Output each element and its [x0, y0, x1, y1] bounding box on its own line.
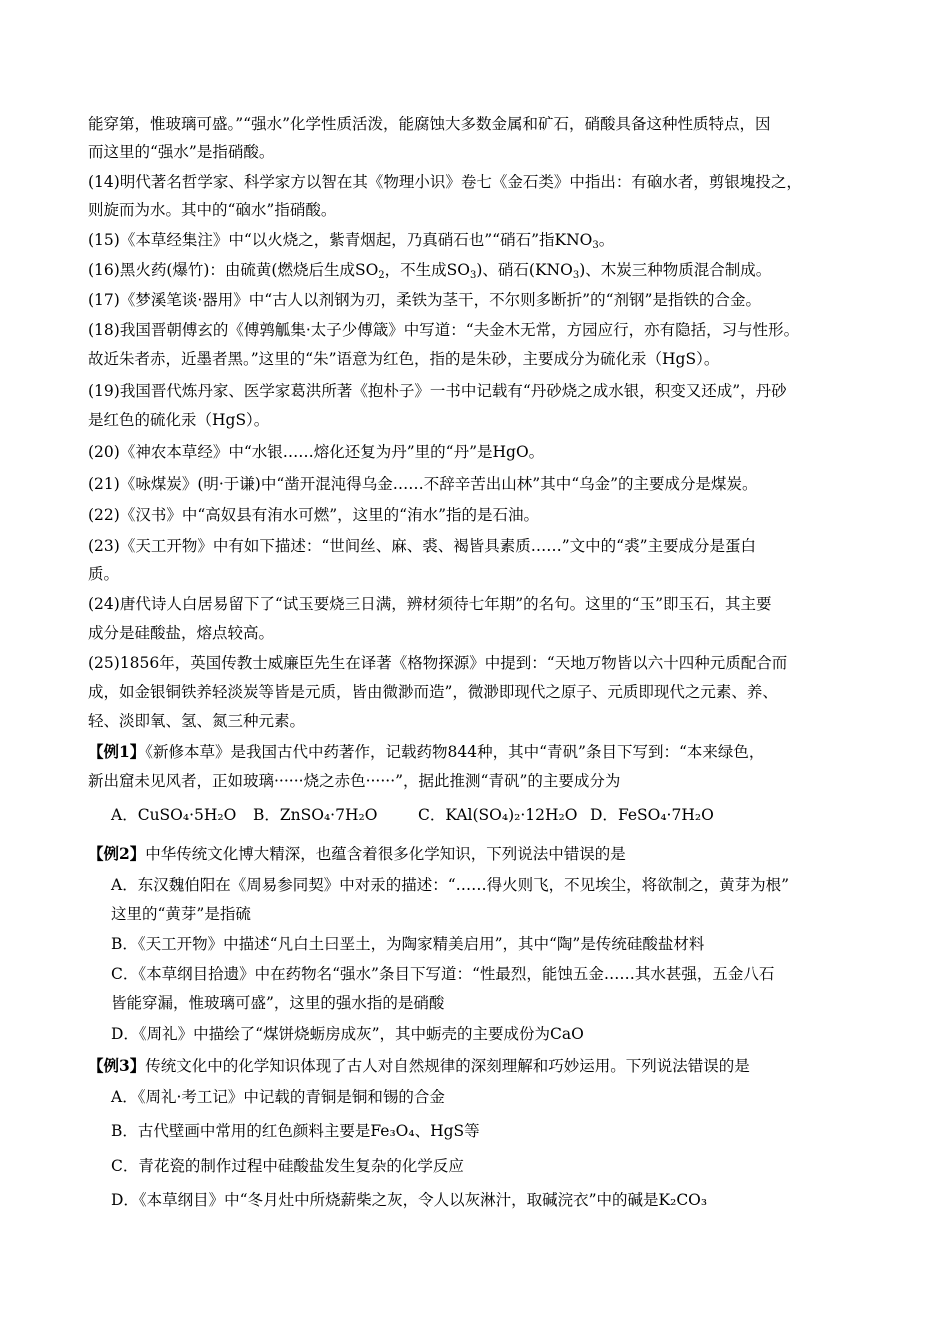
example-2-option-c-line2: 皆能穿漏，惟玻璃可盛”，这里的强水指的是硝酸	[111, 994, 445, 1012]
option-c-label: C．	[418, 806, 446, 824]
example-2-option-b[interactable]: B．《天工开物》中描述“凡白土曰垩土，为陶家精美启用”，其中“陶”是传统硅酸盐材料	[111, 935, 705, 953]
item-16-text-d: )、木炭三种物质混合制成。	[579, 261, 772, 279]
option-c-formula: KAl(SO₄)₂·12H₂O	[445, 806, 578, 824]
example-1-tag: 【例1】	[88, 742, 146, 761]
item-22: (22)《汉书》中“高奴县有洧水可燃”，这里的“洧水”指的是石油。	[88, 506, 540, 524]
item-25-line1: (25)1856年，英国传教士威廉臣先生在译著《格物探源》中提到：“天地万物皆以六十四种元质配合而	[88, 654, 788, 672]
item-23-line1: (23)《天工开物》中有如下描述：“世间丝、麻、裘、褐皆具素质……”文中的“裘”主要成分是蛋白	[88, 537, 757, 555]
example-2-option-a-line1[interactable]: A．东汉魏伯阳在《周易参同契》中对汞的描述：“……得火则飞，不见埃尘，将欲制之，黄芽为根”	[111, 876, 790, 894]
example-3-option-a[interactable]: A．《周礼·考工记》中记载的青铜是铜和锡的合金	[111, 1088, 445, 1106]
item-17: (17)《梦溪笔谈·器用》中“古人以剂钢为刃，柔铁为茎干，不尔则多断折”的“剂钢”是指铁的合金。	[88, 291, 761, 309]
option-d-formula: FeSO₄·7H₂O	[617, 806, 714, 824]
option-a-formula: CuSO₄·5H₂O	[137, 806, 237, 824]
example-2-option-a-line2: 这里的“黄芽”是指硫	[111, 905, 251, 923]
item-24-line2: 成分是硅酸盐，熔点较高。	[88, 624, 275, 642]
option-b-formula: ZnSO₄·7H₂O	[279, 806, 378, 824]
example-3-text: 传统文化中的化学知识体现了古人对自然规律的深刻理解和巧妙运用。下列说法错误的是	[145, 1057, 750, 1075]
example-3-tag: 【例3】	[88, 1056, 146, 1075]
option-d-label: D．	[590, 806, 618, 824]
example-1-text: 《新修本草》是我国古代中药著作，记载药物844种，其中“青矾”条目下写到：“本来绿色，	[145, 743, 765, 761]
item-14-line2: 则旋而为水。其中的“硇水”指硝酸。	[88, 201, 337, 219]
item-23-line2: 质。	[88, 565, 120, 583]
item-16	[88, 260, 771, 280]
example-3-stem	[88, 1056, 750, 1076]
example-2-stem	[88, 844, 626, 864]
item-24-line1: (24)唐代诗人白居易留下了“试玉要烧三日满，辨材须待七年期”的名句。这里的“玉”即玉石，其主要	[88, 595, 772, 613]
subscript: 2	[378, 270, 385, 281]
item-20: (20)《神农本草经》中“水银……熔化还复为丹”里的“丹”是HgO。	[88, 443, 545, 461]
item-16-text-a: (16)黑火药(爆竹)：由硫黄(燃烧后生成SO	[88, 261, 379, 279]
item-16-text-b: ，不生成SO	[384, 261, 470, 279]
item-19-line1: (19)我国晋代炼丹家、医学家葛洪所著《抱朴子》一书中记载有“丹砂烧之成水银，积变又还成”，丹砂	[88, 382, 787, 400]
item-21: (21)《咏煤炭》(明·于谦)中“凿开混沌得乌金……不辞辛苦出山林”其中“乌金”的主要成分是煤炭。	[88, 475, 758, 493]
item-25-line3: 轻、淡即氧、氢、氮三种元素。	[88, 712, 306, 730]
option-a-label: A．	[111, 806, 138, 824]
paragraph-13-line1: 能穿第，惟玻璃可盛。”“强水”化学性质活泼，能腐蚀大多数金属和矿石，硝酸具备这种性质特点，因	[88, 115, 771, 133]
item-18-line1: (18)我国晋朝傅玄的《傅鹑觚集·太子少傅箴》中写道：“夫金木无常，方园应行，亦有隐括，习与性形。	[88, 321, 800, 339]
item-19-line2: 是红色的硫化汞（HgS）。	[88, 411, 270, 429]
example-1-option-d[interactable]	[590, 805, 714, 825]
example-1-stem-line1	[88, 742, 764, 762]
example-3-option-d[interactable]: D．《本草纲目》中“冬月灶中所烧薪柴之灰，令人以灰淋汁，取碱浣衣”中的碱是K₂CO₃	[111, 1191, 708, 1209]
example-3-option-b[interactable]: B．古代壁画中常用的红色颜料主要是Fe₃O₄、HgS等	[111, 1122, 480, 1140]
item-15-text: (15)《本草经集注》中“以火烧之，紫青烟起，乃真硝石也”“硝石”指KNO	[88, 231, 593, 249]
example-1-option-b[interactable]	[253, 805, 377, 825]
subscript: 3	[592, 240, 599, 251]
example-2-option-c-line1[interactable]: C．《本草纲目拾遗》中在药物名“强水”条目下写道：“性最烈，能蚀五金……其水甚强，五金八石	[111, 965, 775, 983]
item-16-text-c: )、硝石(KNO	[476, 261, 573, 279]
paragraph-13-line2: 而这里的“强水”是指硝酸。	[88, 143, 275, 161]
example-2-option-d[interactable]: D．《周礼》中描绘了“煤饼烧蛎房成灰”，其中蛎壳的主要成份为CaO	[111, 1025, 584, 1043]
example-3-option-c[interactable]: C．青花瓷的制作过程中硅酸盐发生复杂的化学反应	[111, 1157, 464, 1175]
example-2-tag: 【例2】	[88, 844, 146, 863]
item-18-line2: 故近朱者赤，近墨者黑。”这里的“朱”语意为红色，指的是朱砂，主要成分为硫化汞（HgS）。	[88, 350, 720, 368]
subscript: 3	[572, 270, 580, 281]
item-14-line1: (14)明代著名哲学家、科学家方以智在其《物理小识》卷七《金石类》中指出：有硇水者，剪银塊投之，	[88, 173, 802, 191]
item-25-line2: 成，如金银铜铁养轻淡炭等皆是元质，皆由微渺而造”，微渺即现代之原子、元质即现代之元素、养、	[88, 683, 778, 701]
option-b-label: B．	[253, 806, 280, 824]
example-1-option-c[interactable]	[418, 805, 577, 825]
example-2-text: 中华传统文化博大精深，也蕴含着很多化学知识，下列说法中错误的是	[145, 845, 626, 863]
subscript: 3	[470, 270, 477, 281]
item-15	[88, 230, 614, 250]
example-1-stem-line2: 新出窟未见风者，正如玻璃······烧之赤色······”，据此推测“青矾”的主要成分为	[88, 772, 621, 790]
item-15-end: 。	[598, 231, 615, 249]
example-1-option-a[interactable]	[111, 805, 236, 825]
